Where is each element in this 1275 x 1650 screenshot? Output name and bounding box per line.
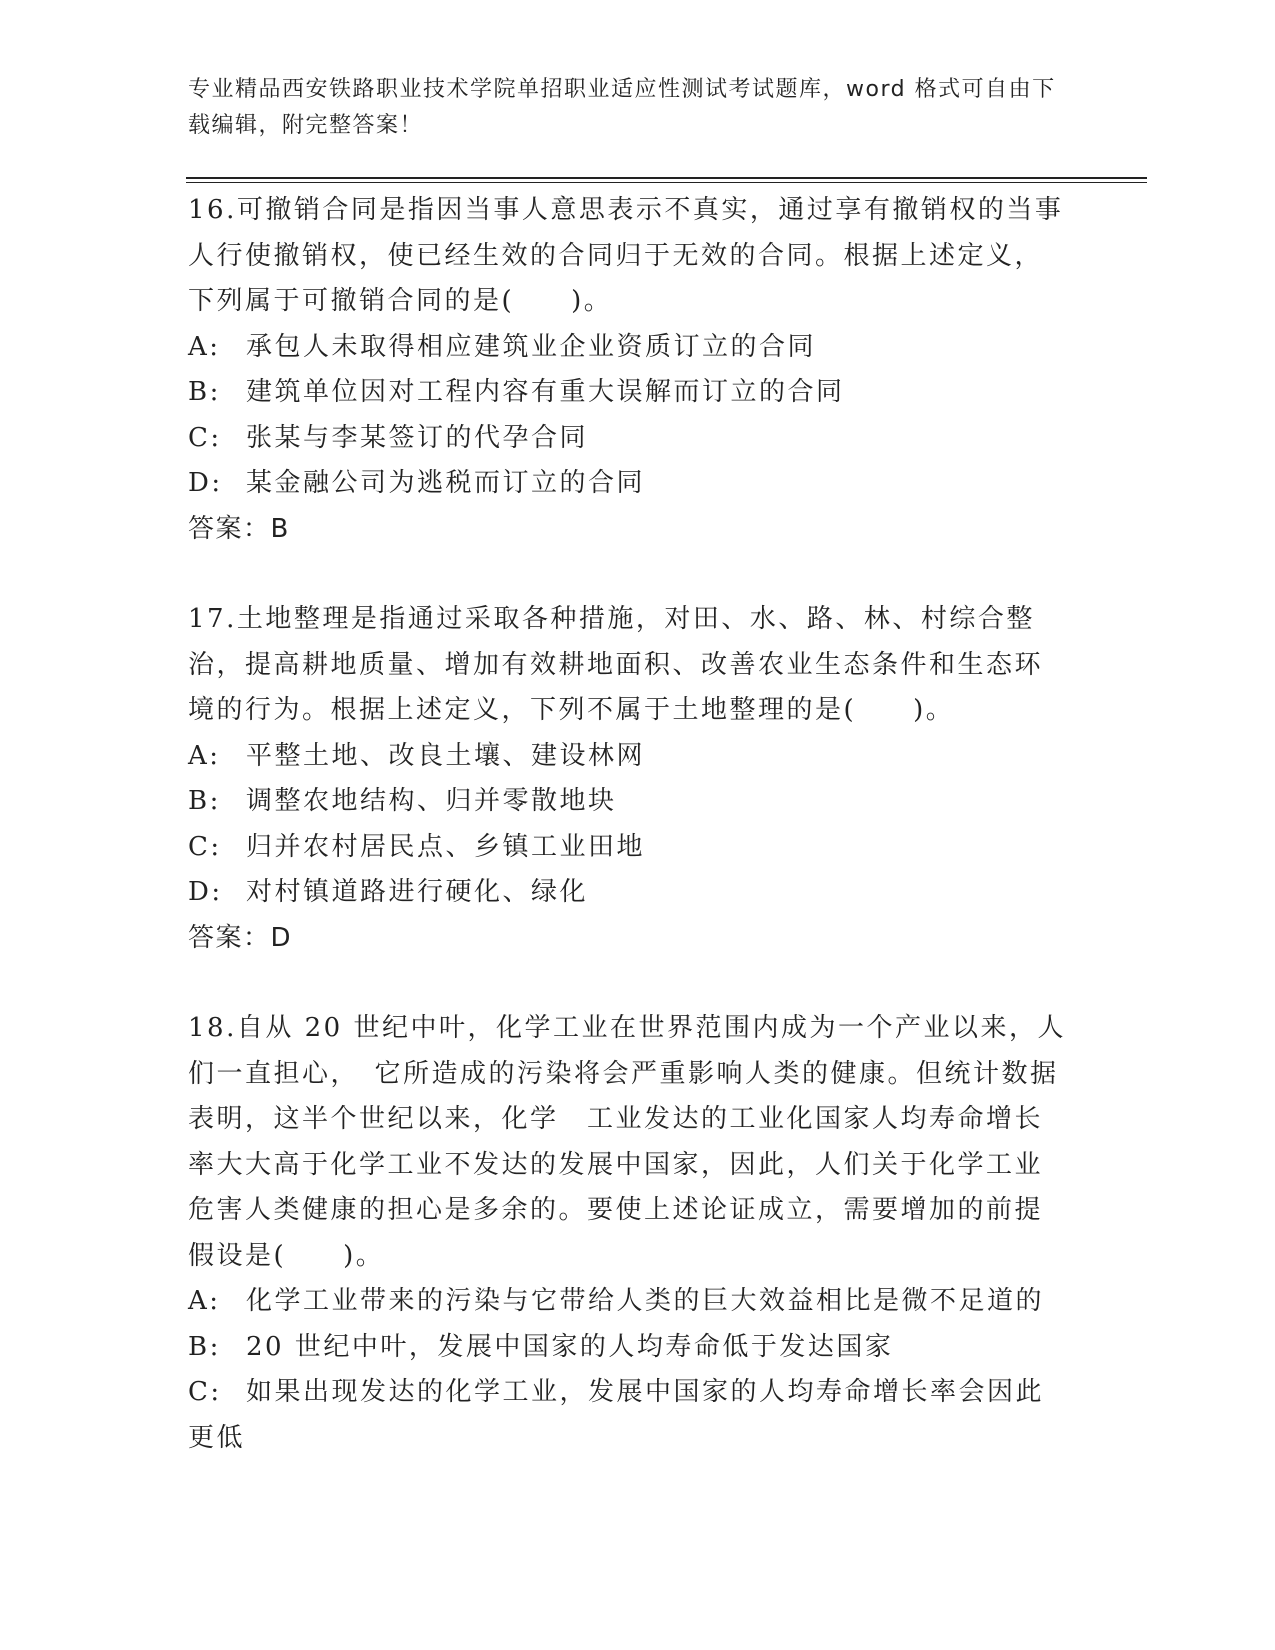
option-a	[188, 325, 1068, 371]
option-b	[188, 779, 1068, 825]
option-text: 化学工业带来的污染与它带给人类的巨大效益相比是微不足道的	[246, 1286, 1045, 1316]
option-text: 调整农地结构、归并零散地块	[246, 786, 617, 816]
option-b	[188, 370, 1068, 416]
option-letter: A:	[188, 740, 221, 771]
option-c	[188, 1370, 1068, 1461]
option-letter: C:	[188, 422, 222, 453]
option-d	[188, 461, 1068, 507]
option-letter: C:	[188, 1377, 222, 1407]
option-text: 平整土地、改良土壤、建设林网	[246, 740, 646, 771]
document-header: 专业精品西安铁路职业技术学院单招职业适应性测试考试题库，word 格式可自由下载编辑，附完整答案！	[188, 77, 1056, 138]
option-b	[188, 1325, 1068, 1371]
option-letter: A:	[188, 331, 221, 362]
option-text: 某金融公司为逃税而订立的合同	[246, 468, 646, 498]
header-divider	[186, 177, 1147, 179]
option-c	[188, 825, 1068, 871]
option-text: 归并农村居民点、乡镇工业田地	[246, 831, 646, 862]
question-18	[188, 1006, 1068, 1461]
answer: 答案：D	[188, 922, 293, 953]
question-stem: 17.土地整理是指通过采取各种措施，对田、水、路、林、村综合整治，提高耕地质量、增加有效耕地面积、改善农业生态条件和生态环境的行为。根据上述定义，下列不属于土地整理的是( )。	[188, 604, 1044, 725]
option-a	[188, 734, 1068, 780]
option-letter: A:	[188, 1286, 221, 1316]
option-letter: D:	[188, 468, 223, 498]
option-text: 对村镇道路进行硬化、绿化	[246, 877, 589, 907]
option-text: 20 世纪中叶，发展中国家的人均寿命低于发达国家	[246, 1331, 894, 1362]
option-letter: C:	[188, 831, 222, 862]
option-d	[188, 870, 1068, 916]
option-text: 建筑单位因对工程内容有重大误解而订立的合同	[246, 377, 845, 407]
option-text: 如果出现发达的化学工业，发展中国家的人均寿命增长率会因此更低	[188, 1377, 1045, 1453]
question-16	[188, 188, 1068, 552]
option-letter: B:	[188, 377, 221, 407]
question-17	[188, 597, 1068, 961]
option-letter: D:	[188, 877, 223, 907]
question-stem: 16.可撤销合同是指因当事人意思表示不真实，通过享有撤销权的当事人行使撤销权，使已经生效的合同归于无效的合同。根据上述定义，下列属于可撤销合同的是( )。	[188, 195, 1064, 316]
answer: 答案：B	[188, 513, 290, 544]
header-divider-thin	[186, 182, 1147, 183]
option-text: 承包人未取得相应建筑业企业资质订立的合同	[246, 331, 817, 362]
option-c	[188, 416, 1068, 462]
option-text: 张某与李某签订的代孕合同	[246, 422, 589, 453]
question-stem: 18.自从 20 世纪中叶，化学工业在世界范围内成为一个产业以来，人们一直担心， 它所造成的污染将会严重影响人类的健康。但统计数据表明，这半个世纪以来，化学 工业发达的工业化国家人均寿命增长率大大高于化学工业不发达的发展中国家，因此，人们关于化学工业危害人类健康的担心是多余的。要使上述论证成立，需要增加的前提假设是( )。	[188, 1013, 1066, 1271]
option-letter: B:	[188, 1331, 221, 1362]
option-a	[188, 1279, 1068, 1325]
option-letter: B:	[188, 786, 221, 816]
